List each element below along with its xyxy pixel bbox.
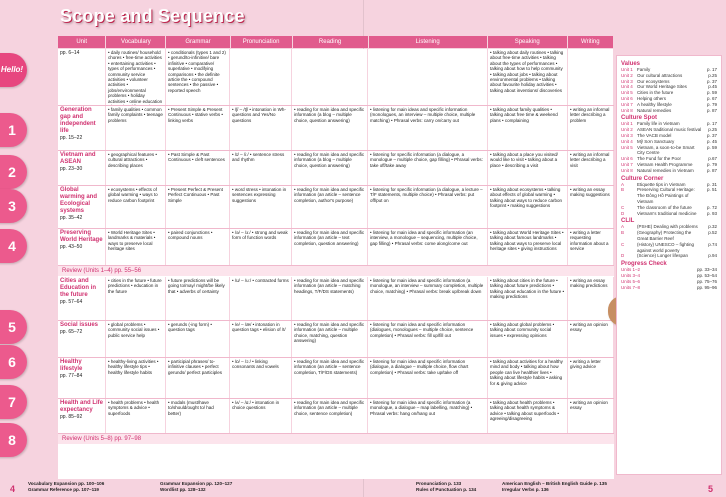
column-header: Unit — [58, 36, 106, 48]
unit-pages: pp. 85–92 — [60, 414, 83, 420]
unit-title-cell — [58, 277, 106, 320]
table-cell — [230, 49, 292, 105]
sidebar-item-title: Family — [637, 67, 651, 72]
column-header: Vocabulary — [106, 36, 166, 48]
sidebar-item-title: Preserving Cultural Heritage: The Đông Hồ Paintings of Vietnam — [637, 187, 695, 204]
unit-title-cell — [58, 229, 106, 265]
scope-table — [58, 49, 614, 479]
values-heading: Values — [621, 61, 641, 67]
unit-title-cell — [58, 358, 106, 398]
sidebar-item-unit: Units 5–6 — [621, 278, 641, 284]
sidebar-item-title: ASEAN traditional music festival — [637, 127, 702, 133]
sidebar-item-title: Our World Heritage Sites — [637, 84, 687, 90]
table-cell: • talking about global problems • talking about community social issues • expressing opinions — [488, 321, 568, 357]
unit-tab[interactable]: 3 — [0, 189, 27, 223]
sidebar-item-title: Etiquette tips in Vietnam — [637, 181, 686, 187]
sidebar-item-unit: D — [621, 253, 625, 259]
table-cell: • listening for main idea and specific information (dialogues, monologues – multiple choice, sentence completion) • Phrasal verbs: fill up/fill out — [368, 321, 488, 357]
footer-col-4 — [502, 481, 607, 493]
table-cell — [368, 49, 488, 105]
unit-tab[interactable]: 6 — [0, 345, 27, 379]
clil-list — [621, 224, 717, 259]
sidebar-item-page: p. 79 — [706, 101, 717, 107]
sidebar-item-unit: C — [621, 241, 625, 247]
sidebar-item-page: p.67 — [708, 156, 717, 162]
table-cell: • Past Simple & Past Continuous • cleft sentences — [166, 151, 230, 185]
column-header: Writing — [568, 36, 614, 48]
table-cell: • participial phrases/ to-infinitive clauses • perfect gerunds/ perfect participles — [166, 358, 230, 398]
sidebar-item — [621, 285, 717, 291]
table-cell — [568, 49, 614, 105]
page-title: Scope and Sequence — [60, 6, 245, 26]
table-row — [58, 106, 614, 151]
unit-title-cell — [58, 49, 106, 105]
sidebar-item-title: Cities in the future — [637, 90, 674, 96]
footer-irregular-verbs: Irregular Verbs p. 136 — [502, 487, 549, 492]
sidebar-item-page: p. 79 — [706, 161, 717, 167]
table-cell: • writing an essay making predictions — [568, 277, 614, 320]
sidebar-item-unit: Unit 2 — [621, 127, 633, 133]
table-row — [58, 358, 614, 399]
sidebar-item-title: (Geography) Protecting the Great Barrier Reef — [637, 230, 692, 241]
sidebar-item-title: Natural remedies — [637, 107, 672, 113]
unit-pages: pp. 57–64 — [60, 299, 83, 305]
sidebar-item-page: p.25 — [708, 127, 717, 133]
table-cell: • /ə/ – /ɜː/ • strong and weak form of function words — [230, 229, 292, 265]
table-cell: • reading for main idea and specific information (an article – sentence completion, T/F/DS statements) — [292, 358, 368, 398]
sidebar-item-unit: Units 3–4 — [621, 272, 641, 278]
unit-pages: pp. 15–22 — [60, 135, 83, 141]
sidebar-item-unit: B — [621, 187, 625, 193]
sidebar-item — [621, 187, 717, 204]
sidebar-item-page: p. 17 — [706, 121, 717, 127]
sidebar-item-unit: A — [621, 181, 625, 187]
table-row — [58, 151, 614, 186]
clil-heading: CLIL — [621, 218, 635, 225]
unit-pages: pp. 65–72 — [60, 329, 83, 335]
table-cell: • global problems • community social issues • public service help — [106, 321, 166, 357]
sidebar-item-unit: Unit 6 — [621, 156, 633, 162]
unit-tab[interactable]: 8 — [0, 423, 27, 457]
table-cell: • writing an informal letter describing a visit — [568, 151, 614, 185]
unit-tab[interactable]: 4 — [0, 229, 27, 263]
sidebar-item-title: (Science) Longer lifespan — [637, 253, 689, 259]
review-row: Review (Units 1–4) pp. 55–56 — [58, 266, 614, 276]
unit-title-cell — [58, 321, 106, 357]
sidebar-item — [621, 145, 717, 157]
sidebar-item-unit: Unit 3 — [621, 78, 633, 84]
column-header: Listening — [369, 36, 488, 48]
sidebar-item — [621, 168, 717, 174]
sidebar-item-unit: B — [621, 230, 625, 236]
sidebar-item-unit: Unit 3 — [621, 132, 633, 138]
unit-pages: pp. 23–30 — [60, 166, 83, 172]
table-cell: • /ɒ/ – /ɔː/ • linking consonants and vowels — [230, 358, 292, 398]
sidebar-item-title — [659, 285, 679, 291]
table-cell: • listening for main idea and specific information (a monologue, a dialogue – map labelling, matching) • Phrasal verbs: hang on/hang out — [368, 399, 488, 433]
unit-title: Cities and Education in the future — [60, 278, 96, 298]
sidebar-item-page: p.32 — [708, 224, 717, 230]
sidebar-item-page: p. 17 — [706, 67, 717, 72]
sidebar-item-title: The Fund for the Poor — [637, 156, 682, 162]
sidebar-item-title: Mỹ Sơn Sanctuary — [637, 138, 675, 144]
table-cell: • /ɪ/ – /iː/ • sentence stress and rhythm — [230, 151, 292, 185]
unit-title-cell — [58, 399, 106, 433]
sidebar-item — [621, 242, 717, 254]
footer-punctuation: Rules of Punctuation p. 134 — [416, 487, 477, 492]
table-cell: • ecosystems • effects of global warming • ways to reduce carbon footprint — [106, 186, 166, 228]
tab-hello[interactable]: Hello! — [0, 53, 27, 87]
sidebar-item-title: (PSHE) Dealing with problems — [637, 224, 698, 230]
table-cell: • reading for main idea and specific information (an article – sentence completion, author's purpose) — [292, 186, 368, 228]
column-header: Reading — [293, 36, 369, 48]
sidebar-item-page: p.25 — [708, 72, 717, 78]
unit-tab[interactable]: 2 — [0, 155, 27, 189]
unit-pages: pp. 6–14 — [60, 50, 80, 56]
table-cell: • future predictions will be going to/may/ might/be likely that • adverbs of certainty — [166, 277, 230, 320]
sidebar-item-page: pp. 75–76 — [696, 278, 717, 284]
table-cell: • listening for main idea and specific information (an interview, a monologue – sequencing, multiple choice, gap filling) • Phrasal verbs: come along/come out — [368, 229, 488, 265]
sidebar-item-title: Vietnam Health Programme — [637, 161, 693, 167]
unit-title-cell — [58, 186, 106, 228]
table-cell: • reading for main idea and specific information (an article – multiple choice, sentence completion) — [292, 399, 368, 433]
sidebar-item-unit: Units 1–2 — [621, 267, 641, 273]
culture-spot-heading: Culture Spot — [621, 115, 657, 122]
sidebar-item-title: The VACB model — [637, 132, 672, 138]
sidebar-item-title: (History) UNESCO – fighting against world poverty — [637, 241, 695, 253]
unit-title-cell — [58, 106, 106, 150]
culture-spot-list — [621, 121, 717, 173]
culture-corner-heading: Culture Corner — [621, 175, 664, 182]
column-header: Speaking — [488, 36, 568, 48]
table-cell: • talking about cities in the future • talking about future predictions • talking about education in the future • making predictions — [488, 277, 568, 320]
table-row — [58, 49, 614, 106]
table-row — [58, 229, 614, 266]
table-row — [58, 399, 614, 434]
sidebar-item-page: p. 72 — [706, 204, 717, 210]
table-cell: • conditionals (types 1 and 2) • gerund/to-infinitive/ bare infinitive • comparative/ superlative • modifying comparisons • the definite article the • compound sentences • the passive • reported speech — [166, 49, 230, 105]
sidebar-item-unit: Unit 5 — [621, 144, 633, 150]
sidebar-item-page: p.52 — [708, 230, 717, 236]
sidebar-index — [616, 55, 722, 475]
unit-title: Healthy lifestyle — [60, 359, 83, 372]
table-cell: • Present Simple & Present Continuous • stative verbs • linking verbs — [166, 106, 230, 150]
table-cell: • health problems • health symptoms & advice • superfoods — [106, 399, 166, 433]
table-cell: • writing an opinion essay — [568, 321, 614, 357]
unit-tab[interactable]: 1 — [0, 113, 27, 147]
sidebar-item-page: p. 45 — [706, 138, 717, 144]
table-cell: • talking about daily routines • talking about free-time activities • talking about the types of performances • talking about how to help community • talking about jobs • talking about environmental problems • talking about favourite holiday activities • talking about inventions/ discoveries — [488, 49, 568, 105]
sidebar-item-unit: C — [621, 204, 625, 210]
table-cell — [292, 49, 368, 105]
sidebar-item-page: p. 87 — [706, 167, 717, 173]
sidebar-item-unit: Unit 1 — [621, 121, 633, 127]
sidebar-item-unit: Unit 4 — [621, 84, 633, 90]
unit-pages: pp. 43–50 — [60, 244, 83, 250]
table-row — [58, 277, 614, 321]
table-cell: • writing a letter requesting information about a service — [568, 229, 614, 265]
table-cell: • writing an informal letter describing a problem — [568, 106, 614, 150]
sidebar-item-unit: Unit 7 — [621, 161, 633, 167]
unit-pages: pp. 35–42 — [60, 215, 83, 221]
column-header: Pronunciation — [231, 36, 293, 48]
unit-pages: pp. 77–84 — [60, 373, 83, 379]
unit-title-cell — [58, 151, 106, 185]
table-cell: • World Heritage Sites • landmarks & materials • ways to preserve local heritage sites — [106, 229, 166, 265]
sidebar-item-page: p. 59 — [706, 144, 717, 150]
sidebar-item-title: The classroom of the future — [637, 204, 692, 210]
table-cell: • Present Perfect & Present Perfect Continuous • Past Simple — [166, 186, 230, 228]
sidebar-item-unit: Unit 7 — [621, 101, 633, 107]
page-number-right: 5 — [708, 484, 714, 494]
sidebar-item-unit: Unit 8 — [621, 107, 633, 113]
sidebar-item-title: Our cultural attractions — [637, 72, 683, 78]
table-cell: • /ʌ/ – /ɑː/ • intonation in choice questions — [230, 399, 292, 433]
footer-vocab-expansion: Vocabulary Expansion pp. 100–106 — [28, 481, 105, 486]
unit-title: Vietnam and ASEAN — [60, 152, 96, 165]
sidebar-item-title: A healthy lifestyle — [637, 101, 672, 107]
sidebar-item-page: p. 87 — [706, 107, 717, 113]
footer-grammar-expansion: Grammar Expansion pp. 120–127 — [160, 481, 233, 486]
footer-col-3 — [416, 481, 476, 493]
sidebar-item-page: p.94 — [708, 253, 717, 259]
table-cell: • word stress • intonation in sentences expressing suggestions — [230, 186, 292, 228]
sidebar-item-page: p. 51 — [706, 187, 717, 193]
progress-check-heading: Progress Check — [621, 261, 667, 268]
sidebar-item-page: pp. 33–34 — [696, 267, 717, 273]
sidebar-item-page: p. 67 — [706, 95, 717, 101]
sidebar-item-unit: Unit 8 — [621, 167, 633, 173]
table-cell: • writing an opinion essay — [568, 399, 614, 433]
sidebar-item-unit: A — [621, 224, 625, 230]
sidebar-item-title: Vietnam, a soon-to-be Smart City Centre — [637, 144, 695, 156]
table-cell: • reading for main idea and specific information (an article – multiple choice, matching, question answering) — [292, 321, 368, 357]
table-cell: • listening for main ideas and specific information (monologues, an interview – multiple choice, multiple matching) • Phrasal verbs: carry on/carry out — [368, 106, 488, 150]
table-cell: • writing a letter giving advice — [568, 358, 614, 398]
sidebar-item-unit: Units 7–8 — [621, 284, 641, 290]
footer-col-1 — [28, 481, 104, 493]
footer-grammar-reference: Grammar Reference pp. 107–119 — [28, 487, 99, 492]
unit-tab[interactable]: 5 — [0, 310, 27, 344]
sidebar-item-unit: Unit 6 — [621, 95, 633, 101]
table-cell: • paired conjunctions • compound nouns — [166, 229, 230, 265]
sidebar-item-page: p. 31 — [706, 181, 717, 187]
table-cell: • talking about health problems • talking about health symptoms & advice • talking about superfoods • agreeing/disagreeing — [488, 399, 568, 433]
table-cell: • talking about a place you visited/ would like to visit • talking about a place • describing a visit — [488, 151, 568, 185]
table-cell: • talking about ecosystems • talking about effects of global warming • talking about ways to reduce carbon footprint • making suggestions — [488, 186, 568, 228]
table-cell: • listening for main idea and specific information (dialogue, a dialogue – multiple choice, flow chart completion) • Phrasal verbs: take up/take off — [368, 358, 488, 398]
unit-title: Generation gap and independent life — [60, 107, 96, 134]
sidebar-item — [621, 253, 717, 259]
table-cell: • listening for specific information (a dialogue, a lecture – T/F statements, multiple choice) • Phrasal verbs: put off/put on — [368, 186, 488, 228]
table-cell: • gerunds (-ing form) • question tags — [166, 321, 230, 357]
sidebar-item-unit: Unit 1 — [621, 67, 633, 72]
sidebar-item-unit: Unit 4 — [621, 138, 633, 144]
unit-title: Social issues — [60, 322, 99, 328]
table-cell: • talking about family qualities • talking about free time & weekend plans • complaining — [488, 106, 568, 150]
table-row — [58, 321, 614, 358]
sidebar-item-page: p. 59 — [706, 90, 717, 96]
unit-tab[interactable]: 7 — [0, 385, 27, 419]
unit-title: Global warming and Ecological systems — [60, 187, 98, 214]
progress-check-list — [621, 267, 717, 290]
unit-title: Health and Life expectancy — [60, 400, 104, 413]
table-cell: • daily routines/ household chores • free-time activities • entertaining activities • types of performances • community service activities • volunteer activities • jobs/environmental problems • holiday activities • online education — [106, 49, 166, 105]
table-cell: • healthy-living activities • healthy lifestyle tips • healthy lifestyle habits — [106, 358, 166, 398]
page-number-left: 4 — [10, 484, 16, 494]
table-cell: • listening for main idea and specific information (a monologue, an interview – summary completion, multiple choice, matching) • Phrasal verbs: break up/break down — [368, 277, 488, 320]
table-cell: • reading for main idea and specific information (a blog – multiple choice, question answering) — [292, 106, 368, 150]
footer-pronunciation: Pronunciation p. 133 — [416, 481, 462, 486]
table-cell: • listening for specific information (a dialogue, a monologue – multiple choice, gap filling) • Phrasal verbs: take off/take away — [368, 151, 488, 185]
values-list — [621, 67, 717, 113]
culture-corner-list — [621, 182, 717, 217]
table-cell: • talking about World Heritage Sites • talking about famous landmarks • talking about ways to preserve local heritage sites • giving instructions — [488, 229, 568, 265]
table-cell: • geographical features • cultural attractions • describing places — [106, 151, 166, 185]
sidebar-item — [621, 211, 717, 217]
sidebar-item-page: pp. 95–96 — [696, 284, 717, 290]
table-cell: • writing an essay making suggestions — [568, 186, 614, 228]
sidebar-item-unit: D — [621, 210, 625, 216]
sidebar-item-unit: Unit 5 — [621, 90, 633, 96]
footer-wordlist: Wordlist pp. 128–132 — [160, 487, 206, 492]
sidebar-item-page: pp. 53–54 — [696, 272, 717, 278]
table-cell: • modals (must/have to/should/ought to/ had better) — [166, 399, 230, 433]
table-cell: • cities in the future • future predictions • education in the future — [106, 277, 166, 320]
sidebar-item-page: p.45 — [708, 84, 717, 90]
footer-american-british: American English – British English Guide p. 135 — [502, 481, 607, 486]
table-cell: • reading for main idea and specific information (an article – matching headings, T/F/DS statements) — [292, 277, 368, 320]
sidebar-item-title: Natural remedies in Vietnam — [637, 167, 694, 173]
sidebar-item-unit: Unit 2 — [621, 72, 633, 78]
table-cell: • reading for main idea and specific information (an article – text completion, question answering) — [292, 229, 368, 265]
footer-col-2 — [160, 481, 232, 493]
sidebar-item-title: Helping others — [637, 95, 667, 101]
table-cell: • talking about activities for a healthy mind and body • talking about how people can live healthier lives • talking about lifestyle habits • asking for & giving advice — [488, 358, 568, 398]
sidebar-item-page: p. 93 — [706, 210, 717, 216]
sidebar-item — [621, 230, 717, 242]
column-header: Grammar — [166, 36, 230, 48]
sidebar-item — [621, 108, 717, 114]
table-cell: • reading for main idea and specific information (a blog – multiple choice, question answering) — [292, 151, 368, 185]
sidebar-item-title: Family life in Vietnam — [637, 121, 680, 127]
table-cell: • /e/ – /æ/ • intonation in question tags • elision of /t/ — [230, 321, 292, 357]
table-header — [58, 36, 614, 48]
sidebar-item-page: p.74 — [708, 241, 717, 247]
table-cell: • /ʊ/ – /uː/ • contracted forms — [230, 277, 292, 320]
table-cell: • family qualities • common family complaints • teenage problems — [106, 106, 166, 150]
sidebar-item-page: p. 37 — [706, 132, 717, 138]
table-row — [58, 186, 614, 229]
sidebar-item-title: Our ecosystems — [637, 78, 670, 84]
unit-title: Preserving World Heritage — [60, 230, 103, 243]
review-row: Review (Units 5–8) pp. 97–98 — [58, 434, 614, 444]
sidebar-item-page: p. 37 — [706, 78, 717, 84]
table-cell: • /ʃ/ – /tʃ/ • intonation in Wh-questions and Yes/No questions — [230, 106, 292, 150]
sidebar-item-title: Vietnam's traditional medicine — [637, 210, 697, 216]
